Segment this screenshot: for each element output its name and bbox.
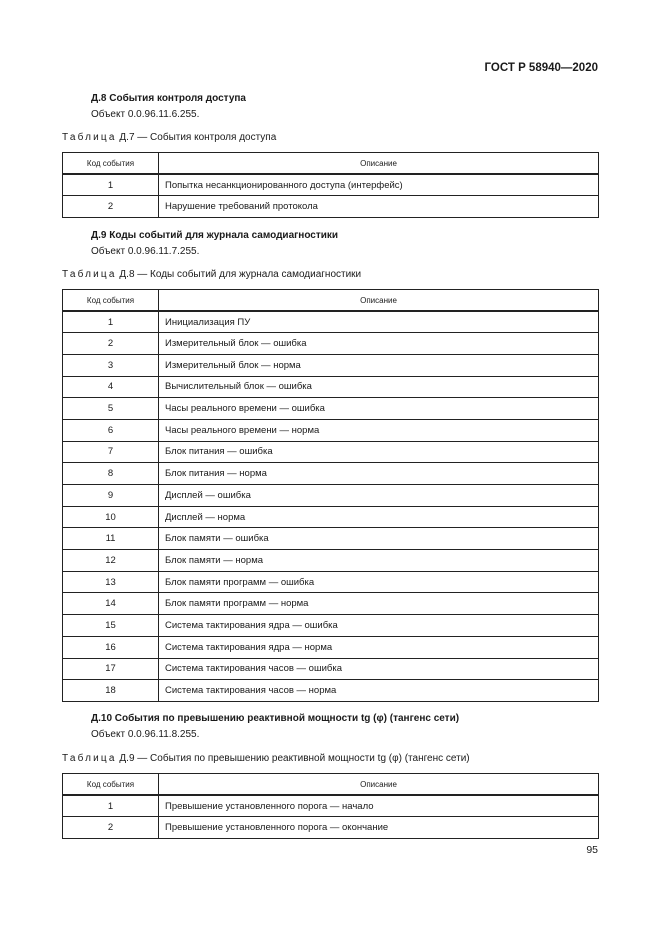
table-body — [63, 174, 599, 217]
table-row — [63, 174, 599, 196]
event-description: Блок памяти программ — норма — [159, 593, 599, 615]
table-row — [63, 571, 599, 593]
table-label: Таблица — [62, 269, 117, 280]
table-row — [63, 680, 599, 702]
col-header-code: Код события — [63, 290, 159, 312]
event-description: Превышение установленного порога — начало — [159, 795, 599, 817]
col-header-code: Код события — [63, 153, 159, 175]
event-code: 11 — [63, 528, 159, 550]
event-code: 4 — [63, 376, 159, 398]
section-d9 — [62, 230, 602, 705]
table-d9 — [62, 773, 599, 839]
event-description: Вычислительный блок — ошибка — [159, 376, 599, 398]
event-code: 1 — [63, 795, 159, 817]
event-code: 2 — [63, 333, 159, 355]
table-row — [63, 506, 599, 528]
section-title: Д.10 События по превышению реактивной мощности tg (φ) (тангенс сети) — [91, 713, 460, 724]
event-description: Блок питания — ошибка — [159, 441, 599, 463]
table-d7 — [62, 152, 599, 218]
event-code: 14 — [63, 593, 159, 615]
event-description: Часы реального времени — норма — [159, 419, 599, 441]
table-title: Д.8 — Коды событий для журнала самодиагностики — [116, 269, 362, 280]
col-header-description: Описание — [159, 774, 599, 796]
table-row — [63, 795, 599, 817]
table-title: Д.9 — События по превышению реактивной мощности tg (φ) (тангенс сети) — [116, 753, 470, 764]
standard-header: ГОСТ Р 58940—2020 — [484, 62, 598, 74]
event-description: Измерительный блок — ошибка — [159, 333, 599, 355]
table-row — [63, 636, 599, 658]
section-object: Объект 0.0.96.11.8.255. — [91, 729, 200, 740]
table-body — [63, 311, 599, 701]
table-body — [63, 795, 599, 838]
table-row — [63, 593, 599, 615]
event-description: Блок памяти программ — ошибка — [159, 571, 599, 593]
event-description: Система тактирования ядра — норма — [159, 636, 599, 658]
event-code: 18 — [63, 680, 159, 702]
event-code: 2 — [63, 817, 159, 839]
table-row — [63, 419, 599, 441]
table-caption — [62, 269, 361, 280]
event-code: 6 — [63, 419, 159, 441]
section-title: Д.9 Коды событий для журнала самодиагностики — [91, 230, 339, 241]
section-title: Д.8 События контроля доступа — [91, 93, 246, 104]
table-label: Таблица — [62, 753, 117, 764]
event-code: 7 — [63, 441, 159, 463]
section-d8 — [62, 93, 602, 223]
table-row — [63, 376, 599, 398]
event-description: Измерительный блок — норма — [159, 354, 599, 376]
table-row — [63, 485, 599, 507]
table-row — [63, 398, 599, 420]
event-code: 13 — [63, 571, 159, 593]
event-code: 15 — [63, 615, 159, 637]
table-caption — [62, 753, 470, 764]
event-description: Превышение установленного порога — окончание — [159, 817, 599, 839]
event-code: 10 — [63, 506, 159, 528]
event-description: Система тактирования часов — ошибка — [159, 658, 599, 680]
event-code: 1 — [63, 311, 159, 333]
table-row — [63, 528, 599, 550]
event-description: Система тактирования ядра — ошибка — [159, 615, 599, 637]
event-description: Часы реального времени — ошибка — [159, 398, 599, 420]
event-code: 17 — [63, 658, 159, 680]
table-row — [63, 354, 599, 376]
col-header-description: Описание — [159, 290, 599, 312]
event-description: Блок памяти — ошибка — [159, 528, 599, 550]
page-number: 95 — [586, 844, 598, 856]
section-object: Объект 0.0.96.11.6.255. — [91, 109, 200, 120]
event-code: 2 — [63, 196, 159, 218]
event-code: 5 — [63, 398, 159, 420]
event-description: Блок памяти — норма — [159, 550, 599, 572]
table-row — [63, 311, 599, 333]
event-code: 16 — [63, 636, 159, 658]
table-d8 — [62, 289, 599, 702]
table-label: Таблица — [62, 132, 117, 143]
section-object: Объект 0.0.96.11.7.255. — [91, 246, 200, 257]
event-code: 3 — [63, 354, 159, 376]
table-row — [63, 333, 599, 355]
event-description: Попытка несанкционированного доступа (интерфейс) — [159, 174, 599, 196]
event-description: Система тактирования часов — норма — [159, 680, 599, 702]
table-row — [63, 550, 599, 572]
event-description: Блок питания — норма — [159, 463, 599, 485]
event-code: 9 — [63, 485, 159, 507]
table-caption — [62, 132, 276, 143]
table-title: Д.7 — События контроля доступа — [116, 132, 277, 143]
event-description: Нарушение требований протокола — [159, 196, 599, 218]
table-row — [63, 817, 599, 839]
event-code: 1 — [63, 174, 159, 196]
col-header-code: Код события — [63, 774, 159, 796]
table-row — [63, 463, 599, 485]
col-header-description: Описание — [159, 153, 599, 175]
event-description: Дисплей — норма — [159, 506, 599, 528]
table-row — [63, 196, 599, 218]
event-description: Дисплей — ошибка — [159, 485, 599, 507]
table-row — [63, 441, 599, 463]
event-code: 12 — [63, 550, 159, 572]
table-row — [63, 658, 599, 680]
event-code: 8 — [63, 463, 159, 485]
event-description: Инициализация ПУ — [159, 311, 599, 333]
section-d10 — [62, 713, 602, 838]
table-row — [63, 615, 599, 637]
